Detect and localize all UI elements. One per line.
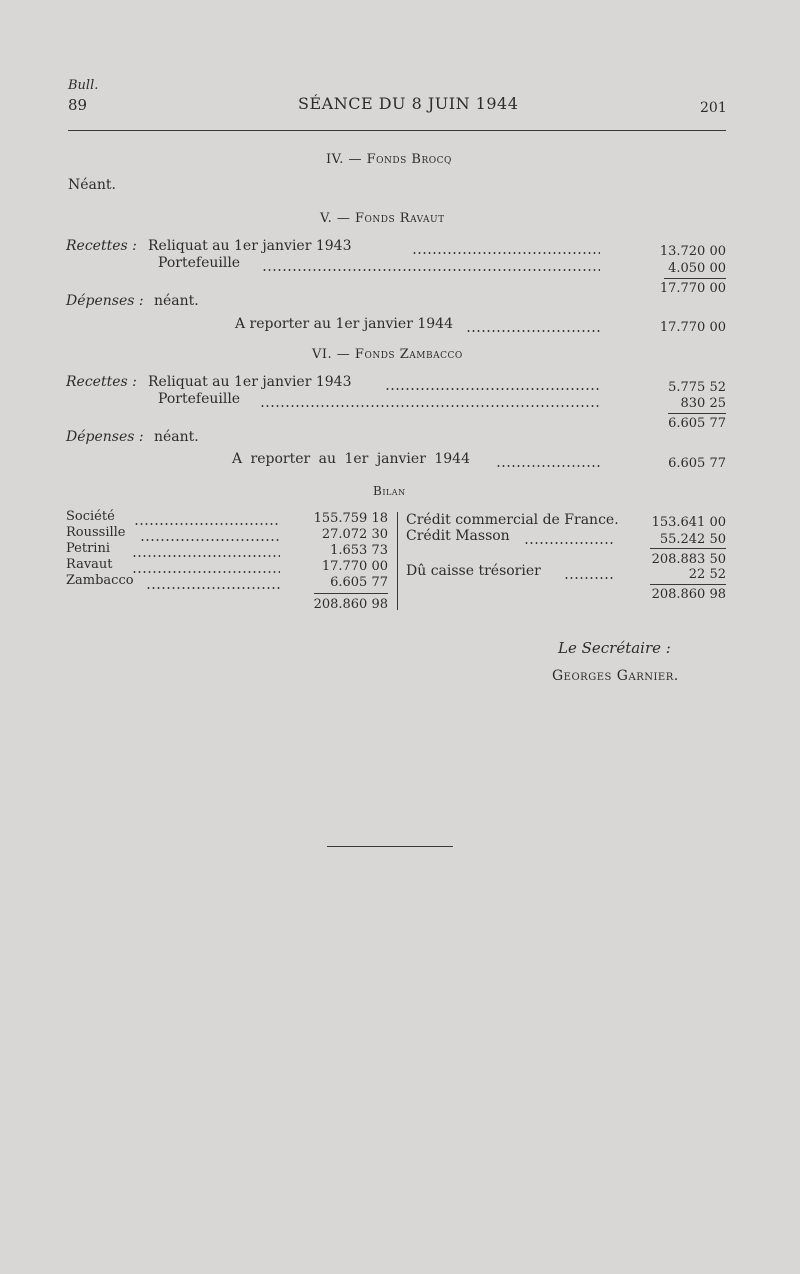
leader-dots [140, 539, 280, 541]
fonds-brocq-heading: IV. — Fonds Brocq [326, 152, 452, 167]
leader-dots [496, 465, 600, 467]
leader-dots [412, 252, 600, 254]
bilan-left-label: Zambacco [66, 573, 134, 588]
bilan-du-label: Dû caisse trésorier [406, 563, 541, 579]
bull-number: 89 [68, 96, 88, 114]
bilan-left-label: Petrini [66, 541, 110, 556]
bilan-left-value: 17.770 00 [321, 559, 388, 574]
bilan-right-label: Crédit commercial de France. [406, 512, 619, 528]
leader-dots [134, 523, 280, 525]
leader-dots [564, 577, 614, 579]
bilan-left-value: 155.759 18 [313, 511, 388, 526]
leader-dots [132, 555, 280, 557]
closing-rule [327, 846, 453, 847]
bilan-right-subtotal: 208.883 50 [651, 552, 726, 567]
fonds-ravaut-heading: V. — Fonds Ravaut [320, 211, 445, 226]
ravaut-reporter-label: A reporter au 1er janvier 1944 [235, 316, 453, 332]
page-number: 201 [700, 100, 727, 116]
fonds-brocq-text: Néant. [68, 177, 116, 193]
bilan-right-total: 208.860 98 [651, 587, 726, 602]
ravaut-recettes-label: Recettes : [66, 238, 137, 254]
bilan-left-total: 208.860 98 [313, 597, 388, 612]
sum-rule [314, 593, 388, 594]
zambacco-depenses-value: néant. [154, 429, 199, 445]
fonds-zambacco-heading: VI. — Fonds Zambacco [312, 347, 463, 362]
sum-rule [664, 278, 726, 279]
ravaut-portefeuille-value: 4.050 00 [668, 261, 726, 276]
zambacco-reporter-label: A reporter au 1er janvier 1944 [232, 451, 470, 467]
zambacco-portefeuille-label: Portefeuille [158, 391, 241, 407]
ravaut-reliquat-label: Reliquat au 1er janvier 1943 [148, 238, 352, 254]
header-rule [68, 130, 726, 131]
ravaut-reporter-value: 17.770 00 [659, 320, 726, 335]
zambacco-reliquat-label: Reliquat au 1er janvier 1943 [148, 374, 352, 390]
ravaut-reliquat-value: 13.720 00 [659, 244, 726, 259]
page-title: SÉANCE DU 8 JUIN 1944 [298, 94, 519, 113]
leader-dots [385, 388, 600, 390]
bilan-left-value: 1.653 73 [330, 543, 388, 558]
bilan-du-value: 22 52 [688, 567, 726, 582]
signature-name: Georges Garnier. [552, 668, 679, 684]
bilan-right-label: Crédit Masson [406, 528, 510, 544]
bull-label: Bull. [68, 78, 99, 93]
leader-dots [132, 571, 280, 573]
bilan-left-label: Ravaut [66, 557, 113, 572]
sum-rule [650, 584, 726, 585]
bilan-left-value: 27.072 30 [321, 527, 388, 542]
bilan-right-value: 55.242 50 [659, 532, 726, 547]
leader-dots [524, 542, 614, 544]
signature-role: Le Secrétaire : [558, 639, 671, 657]
bilan-left-label: Roussille [66, 525, 126, 540]
sum-rule [650, 548, 726, 549]
column-divider [397, 512, 398, 610]
leader-dots [262, 269, 600, 271]
ravaut-depenses-value: néant. [154, 293, 199, 309]
ravaut-portefeuille-label: Portefeuille [158, 255, 241, 271]
zambacco-depenses-label: Dépenses : [66, 429, 144, 445]
leader-dots [260, 405, 600, 407]
bilan-right-value: 153.641 00 [651, 515, 726, 530]
leader-dots [466, 330, 600, 332]
zambacco-portefeuille-value: 830 25 [680, 396, 726, 411]
zambacco-reliquat-value: 5.775 52 [668, 380, 726, 395]
zambacco-recettes-label: Recettes : [66, 374, 137, 390]
zambacco-reporter-value: 6.605 77 [668, 456, 726, 471]
zambacco-total: 6.605 77 [668, 416, 726, 431]
sum-rule [668, 413, 726, 414]
bilan-left-label: Société [66, 509, 115, 524]
bilan-left-value: 6.605 77 [330, 575, 388, 590]
leader-dots [146, 587, 280, 589]
ravaut-depenses-label: Dépenses : [66, 293, 144, 309]
bilan-heading: Bilan [373, 484, 406, 498]
ravaut-total: 17.770 00 [659, 281, 726, 296]
